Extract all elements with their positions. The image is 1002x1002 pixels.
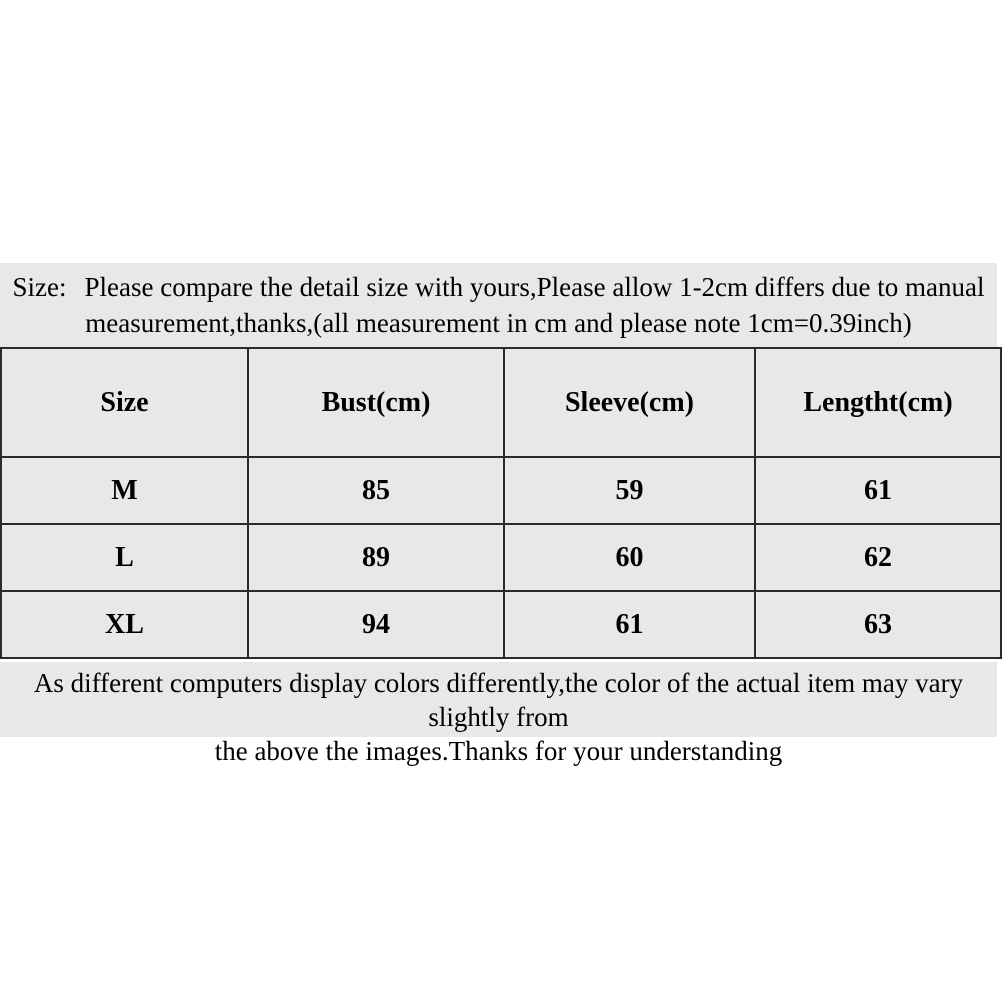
top-notice-text-1: Please compare the detail size with yours,Please allow 1-2cm differs due to manual xyxy=(84,272,985,302)
size-prefix-label: Size: xyxy=(12,272,67,302)
cell-length-xl: 63 xyxy=(755,591,1001,658)
cell-sleeve-l: 60 xyxy=(504,524,755,591)
top-notice-banner xyxy=(0,263,997,347)
cell-bust-l: 89 xyxy=(248,524,504,591)
cell-size-m: M xyxy=(1,457,248,524)
column-header-sleeve: Sleeve(cm) xyxy=(504,348,755,457)
column-header-size: Size xyxy=(1,348,248,457)
size-table xyxy=(0,347,1002,659)
cell-sleeve-xl: 61 xyxy=(504,591,755,658)
bottom-notice-banner xyxy=(0,662,997,766)
cell-length-m: 61 xyxy=(755,457,1001,524)
cell-sleeve-m: 59 xyxy=(504,457,755,524)
bottom-notice-line-1: As different computers display colors differently,the color of the actual item may vary slightly from xyxy=(33,668,964,732)
cell-bust-xl: 94 xyxy=(248,591,504,658)
cell-length-l: 62 xyxy=(755,524,1001,591)
table-row-m xyxy=(1,457,1001,524)
cell-size-l: L xyxy=(1,524,248,591)
column-header-length: Lengtht(cm) xyxy=(755,348,1001,457)
cell-size-xl: XL xyxy=(1,591,248,658)
table-row-xl xyxy=(1,591,1001,658)
cell-bust-m: 85 xyxy=(248,457,504,524)
top-notice-line-2: measurement,thanks,(all measurement in cm and please note 1cm=0.39inch) xyxy=(85,308,912,338)
bottom-notice-line-2: the above the images.Thanks for your understanding xyxy=(214,736,783,766)
top-notice-line-1 xyxy=(0,269,997,305)
size-table-header-row xyxy=(1,348,1001,457)
column-header-bust: Bust(cm) xyxy=(248,348,504,457)
table-row-l xyxy=(1,524,1001,591)
